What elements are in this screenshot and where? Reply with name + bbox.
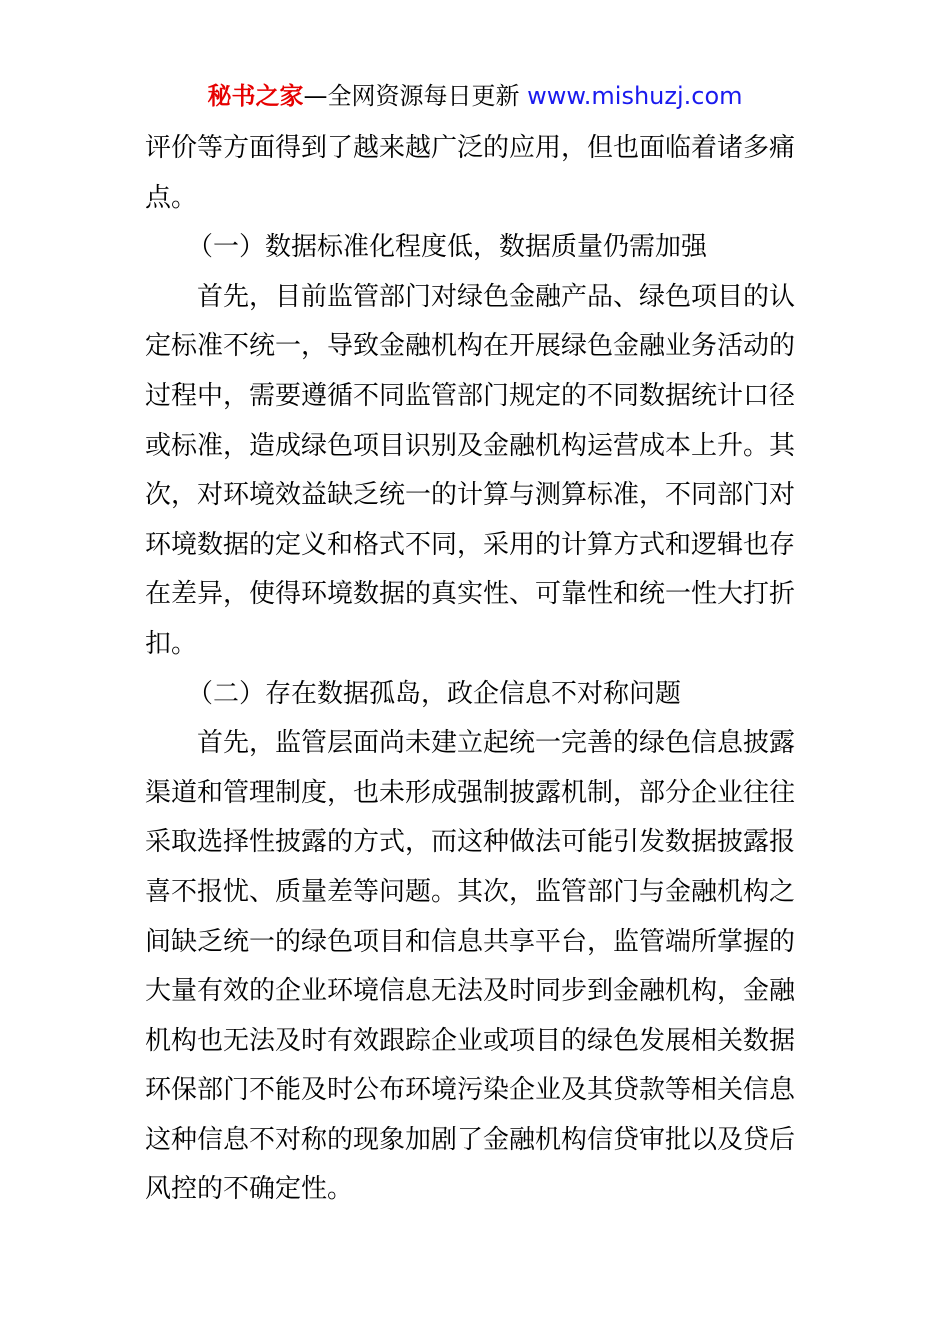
section-heading-2: （二）存在数据孤岛，政企信息不对称问题 <box>187 678 682 709</box>
text-line: 定标准不统一，导致金融机构在开展绿色金融业务活动的 <box>145 331 796 362</box>
text-line: 次，对环境效益缺乏统一的计算与测算标准，不同部门对 <box>145 480 796 511</box>
site-header <box>0 80 950 112</box>
text-line: 点。 <box>145 182 198 213</box>
text-line: 风控的不确定性。 <box>145 1174 354 1205</box>
text-line: 这种信息不对称的现象加剧了金融机构信贷审批以及贷后 <box>145 1124 796 1155</box>
section-heading-1: （一）数据标准化程度低，数据质量仍需加强 <box>187 232 708 263</box>
text-line: 过程中，需要遵循不同监管部门规定的不同数据统计口径 <box>145 380 796 411</box>
site-url-link[interactable]: www.mishuzj.com <box>527 82 743 110</box>
site-slogan: —全网资源每日更新 <box>303 82 520 110</box>
text-line: 采取选择性披露的方式，而这种做法可能引发数据披露报 <box>145 827 796 858</box>
text-line: 环境数据的定义和格式不同，采用的计算方式和逻辑也存 <box>145 529 796 560</box>
text-line: 或标准，造成绿色项目识别及金融机构运营成本上升。其 <box>145 430 796 461</box>
text-line: 在差异，使得环境数据的真实性、可靠性和统一性大打折 <box>145 579 796 610</box>
text-line: 喜不报忧、质量差等问题。其次，监管部门与金融机构之 <box>145 876 796 907</box>
paragraph-start: 首先，监管层面尚未建立起统一完善的绿色信息披露 <box>197 728 796 759</box>
site-brand: 秘书之家 <box>207 82 304 110</box>
text-line: 环保部门不能及时公布环境污染企业及其贷款等相关信息 <box>145 1075 796 1106</box>
text-line: 渠道和管理制度，也未形成强制披露机制，部分企业往往 <box>145 777 796 808</box>
text-line: 扣。 <box>145 628 198 659</box>
text-line: 间缺乏统一的绿色项目和信息共享平台，监管端所掌握的 <box>145 926 796 957</box>
text-line: 机构也无法及时有效跟踪企业或项目的绿色发展相关数据 <box>145 1025 796 1056</box>
document-body <box>145 124 815 1215</box>
text-line: 评价等方面得到了越来越广泛的应用，但也面临着诸多痛 <box>145 133 796 163</box>
paragraph-start: 首先，目前监管部门对绿色金融产品、绿色项目的认 <box>197 281 796 312</box>
text-line: 大量有效的企业环境信息无法及时同步到金融机构，金融 <box>145 976 796 1007</box>
